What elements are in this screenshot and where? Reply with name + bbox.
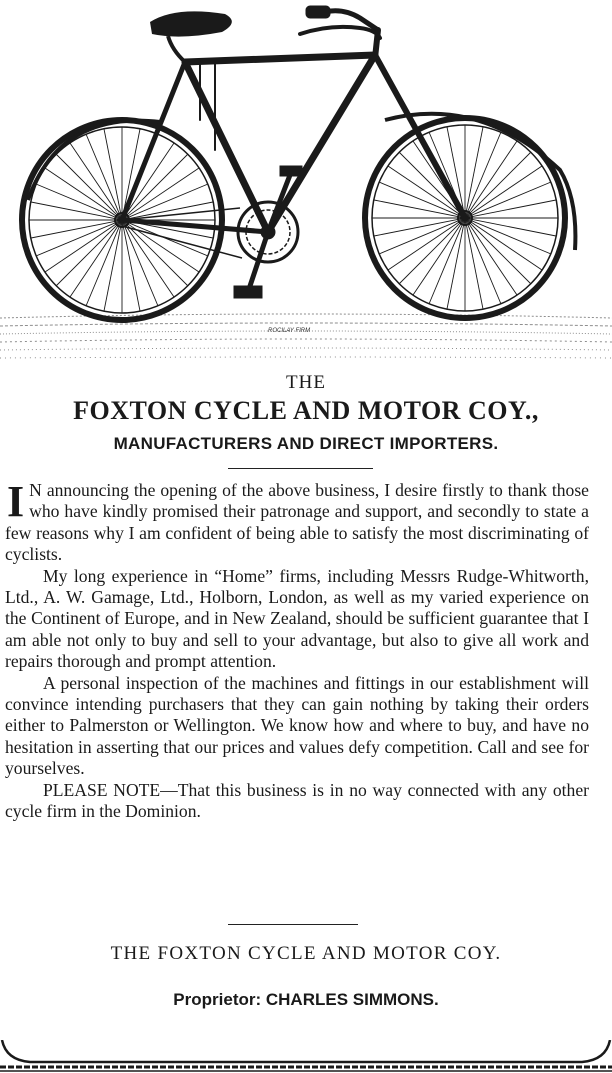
handlebars [300,6,380,38]
paragraph-please-note: PLEASE NOTE—That this business is in no way connected with any other cycle firm in the Dominion. [5,779,589,822]
subtitle: MANUFACTURERS AND DIRECT IMPORTERS. [113,434,499,453]
ground-shading [0,314,612,358]
ornamental-border [0,1040,612,1073]
footer-company-name: THE FOXTON CYCLE AND MOTOR COY. [110,943,502,964]
paragraph-announcement-text: N announcing the opening of the above business, I desire firstly to thank those who have kindly promised their patronage and support, and secondly to state a few reasons why I am confident of being able to satisfy the most discriminating of cyclists. [5,480,589,565]
proprietor-line: Proprietor: CHARLES SIMMONS. [173,990,439,1009]
front-wheel [365,114,575,318]
bicycle-brand-mark: ROCILAY FIRM [268,328,311,334]
bicycle-illustration [0,0,612,370]
advertisement-body [5,477,589,823]
heading-the: THE [286,372,326,393]
divider-rule [228,924,358,925]
divider-rule [228,468,373,469]
paragraph-inspection: A personal inspection of the machines and fittings in our establishment will convince intending purchasers that they can gain nothing by taking their orders either to Palmerston or Wellington. We know how and where to buy, and have no hesitation in asserting that our prices and values defy competition. Call and see for yourselves. [5,672,589,779]
saddle [150,11,232,62]
company-title: FOXTON CYCLE AND MOTOR COY., [73,396,539,425]
drop-cap: I [7,477,25,526]
paragraph-experience: My long experience in “Home” firms, including Messrs Rudge-Whitworth, Ltd., A. W. Gamage, Ltd., Holborn, London, as well as my varied experience on the Continent of Europe, and in New Zealand, should be sufficient guarantee that I am able not only to buy and sell to your advantage, but also to give all work and repairs thorough and prompt attention. [5,565,589,672]
chainwheel [122,166,302,298]
paragraph-announcement [5,477,589,566]
